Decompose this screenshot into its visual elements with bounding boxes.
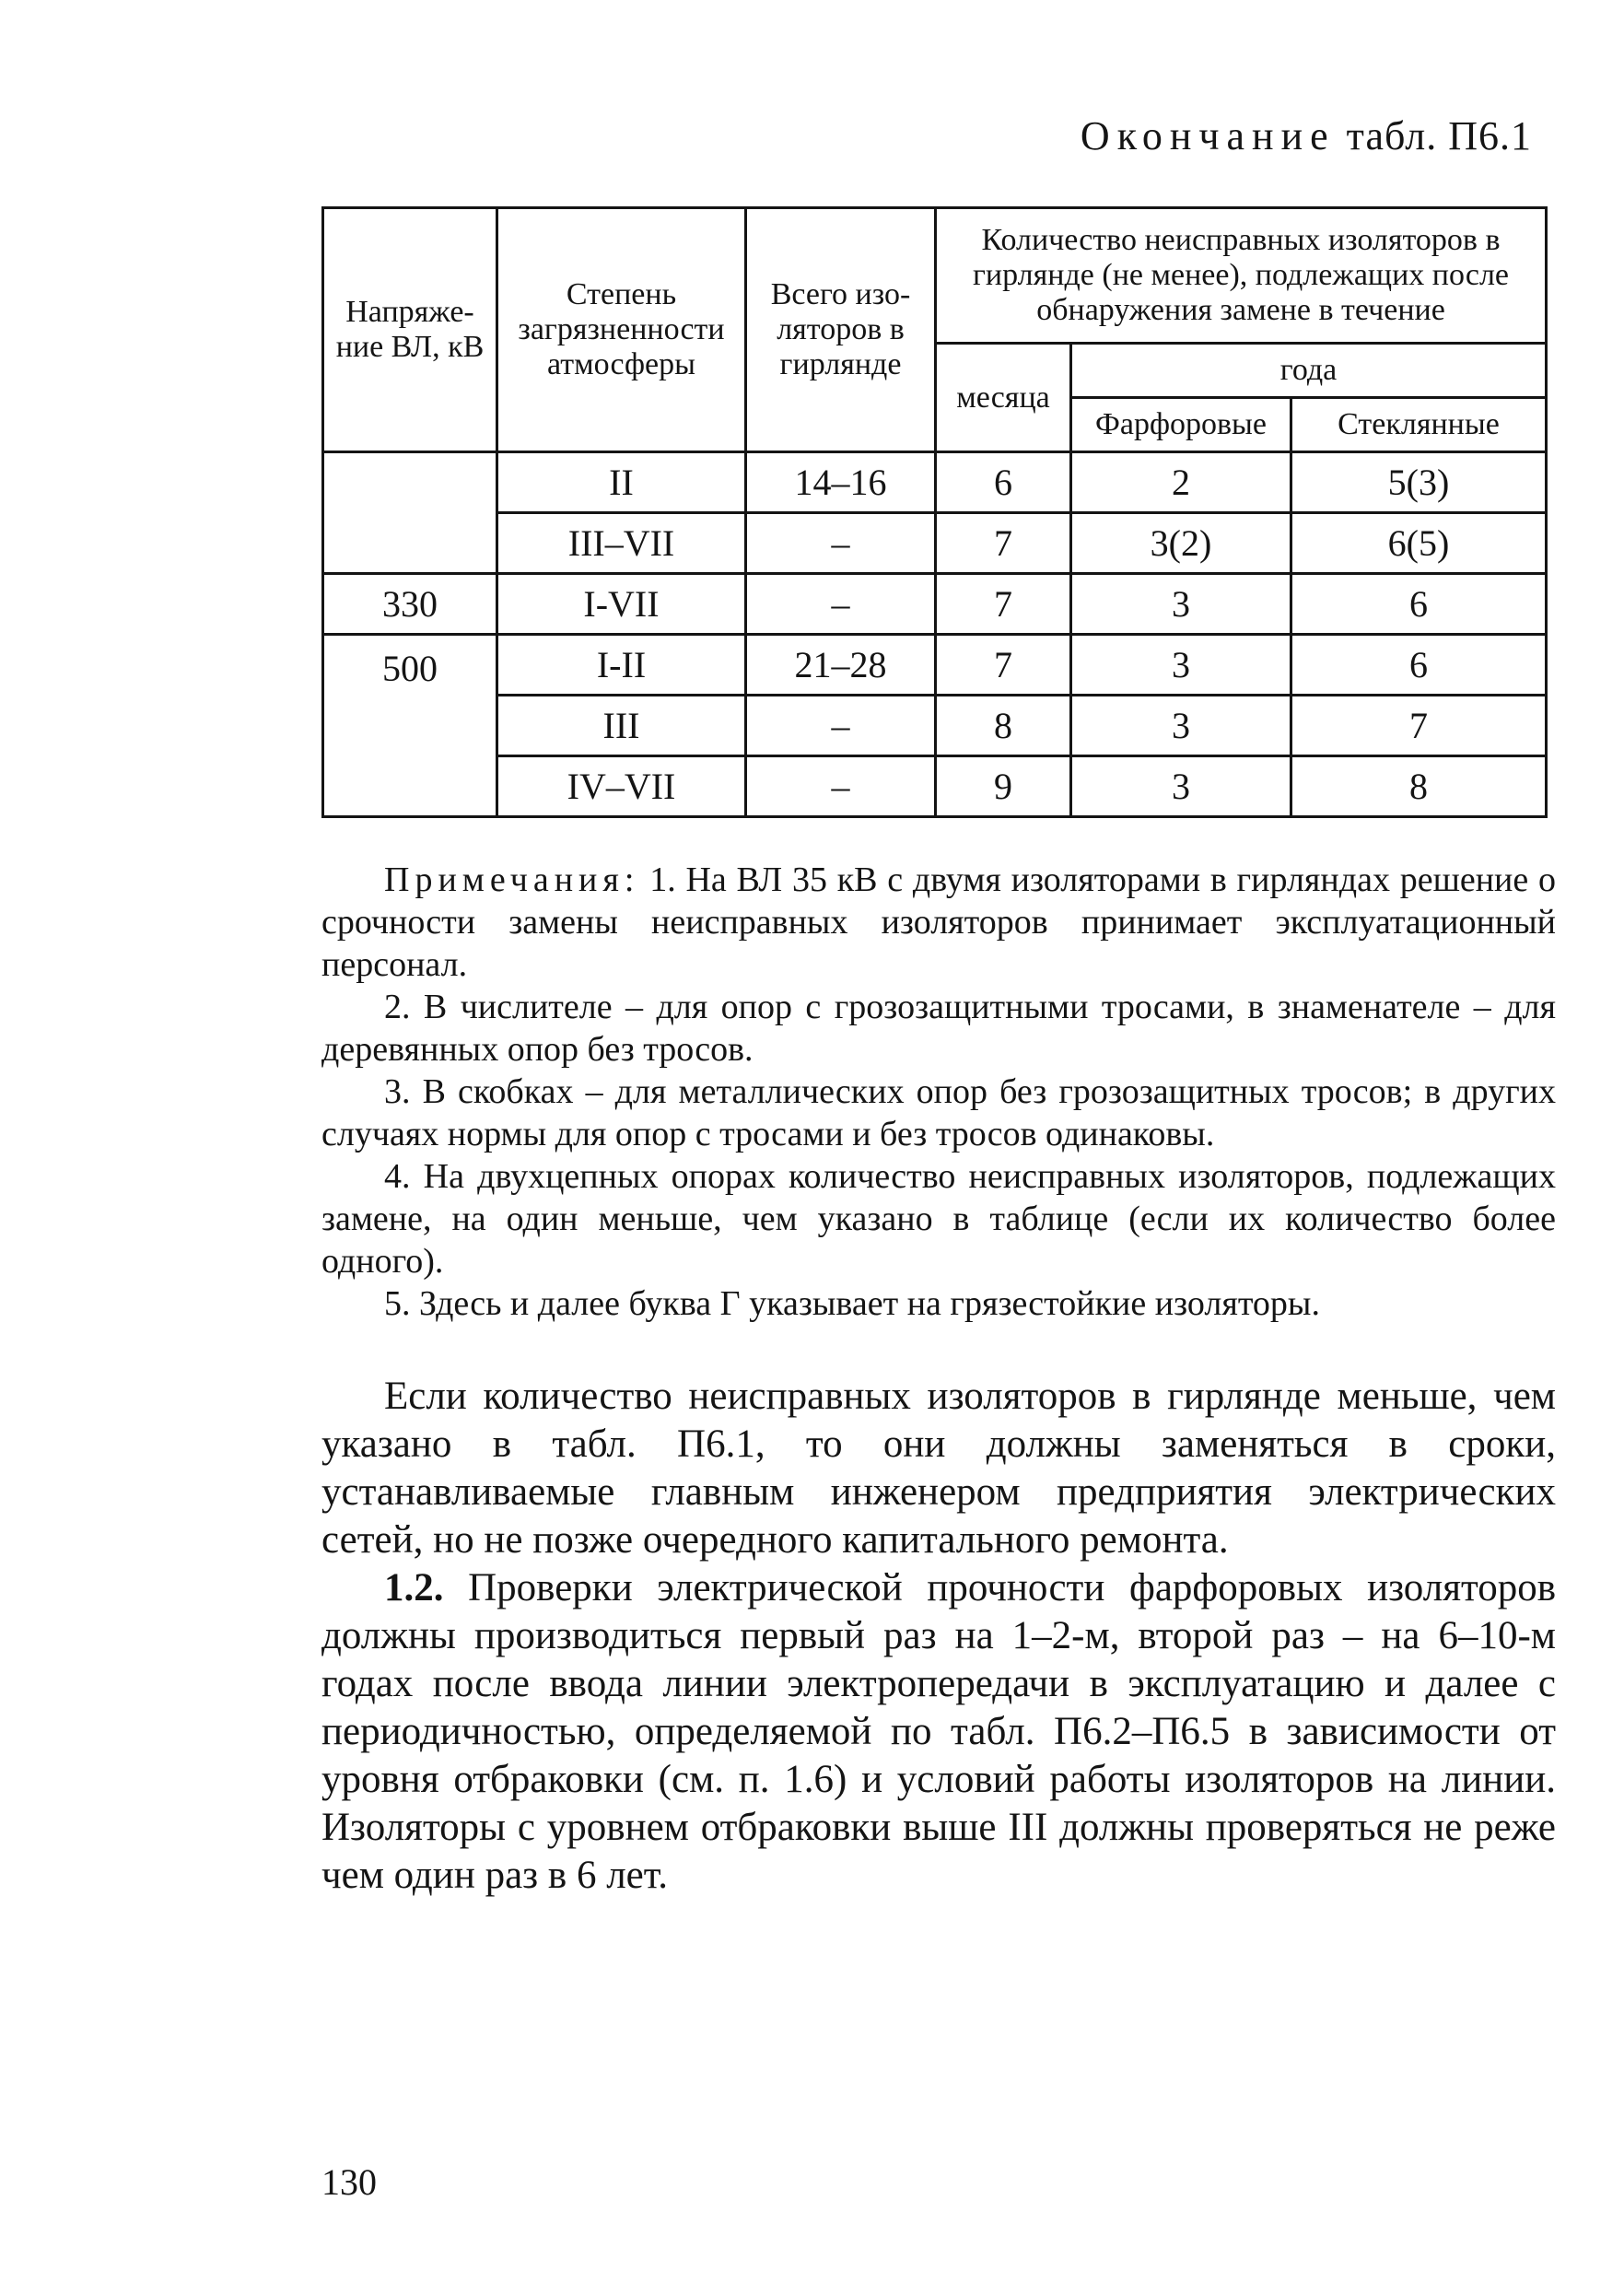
header-quantity: Количество неисправных изоляторов в гирлянде (не менее), подлежащих после обнаружения замене в течение — [936, 208, 1547, 344]
header-porcelain: Фарфоровые — [1071, 398, 1291, 452]
section-number: 1.2. — [384, 1566, 444, 1609]
cell-porcelain: 3(2) — [1071, 513, 1291, 574]
cell-glass: 5(3) — [1291, 452, 1547, 513]
cell-pollution: III–VII — [497, 513, 746, 574]
cell-glass: 6 — [1291, 635, 1547, 696]
cell-voltage: 330 — [323, 574, 497, 635]
notes-heading: Примечания: — [384, 860, 640, 899]
body-text — [321, 1373, 1556, 1900]
cell-porcelain: 2 — [1071, 452, 1291, 513]
cell-total: – — [746, 756, 936, 817]
cell-total: – — [746, 574, 936, 635]
table-row — [323, 756, 1547, 817]
cell-porcelain: 3 — [1071, 635, 1291, 696]
note-1-text: 1. На ВЛ 35 кВ с двумя изоляторами в гирляндах решение о срочности замены неисправных изоляторов принимает эксплуатационный персонал. — [321, 860, 1556, 984]
page-number: 130 — [321, 2161, 377, 2203]
cell-total: 14–16 — [746, 452, 936, 513]
cell-month: 8 — [936, 696, 1071, 756]
note-2: 2. В числителе – для опор с грозозащитными тросами, в знаменателе – для деревянных опор без тросов. — [321, 988, 1556, 1069]
note-3: 3. В скобках – для металлических опор без грозозащитных тросов; в других случаях нормы для опор с тросами и без тросов одинаковы. — [321, 1072, 1556, 1153]
table-row — [323, 513, 1547, 574]
header-pollution: Степень загрязненности атмосферы — [497, 208, 746, 452]
header-total: Всего изо-ляторов в гирлянде — [746, 208, 936, 452]
note-1 — [321, 859, 1556, 986]
body-paragraph-2-text: Проверки электрической прочности фарфоровых изоляторов должны производиться первый раз на 1–2-м, второй раз – на 6–10-м годах после ввода линии электропередачи в эксплуатацию и далее с периодичностью, определяемой по табл. П6.2–П6.5 в зависимости от уровня отбраковки (см. п. 1.6) и условий работы изоляторов на линии. Изоляторы с уровнем отбраковки выше III должны проверяться не реже чем один раз в 6 лет. — [321, 1566, 1557, 1897]
table-caption — [1081, 112, 1532, 159]
cell-porcelain: 3 — [1071, 756, 1291, 817]
cell-total: 21–28 — [746, 635, 936, 696]
cell-total: – — [746, 513, 936, 574]
note-4: 4. На двухцепных опорах количество неисправных изоляторов, подлежащих замене, на один меньше, чем указано в таблице (если их количество более одного). — [321, 1157, 1556, 1281]
cell-pollution: I-II — [497, 635, 746, 696]
cell-porcelain: 3 — [1071, 574, 1291, 635]
cell-month: 7 — [936, 635, 1071, 696]
cell-glass: 6(5) — [1291, 513, 1547, 574]
cell-month: 6 — [936, 452, 1071, 513]
header-glass: Стеклянные — [1291, 398, 1547, 452]
cell-voltage: 500 — [323, 635, 497, 817]
cell-total: – — [746, 696, 936, 756]
table-row — [323, 452, 1547, 513]
cell-pollution: I-VII — [497, 574, 746, 635]
table-row — [323, 574, 1547, 635]
cell-glass: 8 — [1291, 756, 1547, 817]
cell-month: 7 — [936, 513, 1071, 574]
cell-pollution: IV–VII — [497, 756, 746, 817]
caption-continuation: Окончание — [1080, 113, 1336, 158]
cell-month: 7 — [936, 574, 1071, 635]
body-paragraph-1: Если количество неисправных изоляторов в гирлянде меньше, чем указано в табл. П6.1, то они должны заменяться в сроки, устанавливаемые главным инженером предприятия электрических сетей, но не позже очередного капитального ремонта. — [321, 1375, 1556, 1562]
notes-block — [321, 859, 1556, 1325]
cell-glass: 6 — [1291, 574, 1547, 635]
insulator-table — [321, 206, 1548, 818]
header-month: месяца — [936, 344, 1071, 452]
header-voltage: Напряже-ние ВЛ, кВ — [323, 208, 497, 452]
cell-voltage — [323, 452, 497, 574]
cell-pollution: III — [497, 696, 746, 756]
cell-month: 9 — [936, 756, 1071, 817]
note-5: 5. Здесь и далее буква Г указывает на грязестойкие изоляторы. — [384, 1284, 1320, 1323]
header-year: года — [1071, 344, 1547, 398]
table-row — [323, 635, 1547, 696]
cell-pollution: II — [497, 452, 746, 513]
cell-porcelain: 3 — [1071, 696, 1291, 756]
body-paragraph-2 — [321, 1564, 1556, 1900]
cell-glass: 7 — [1291, 696, 1547, 756]
caption-table-ref: табл. П6.1 — [1346, 113, 1532, 158]
table-row — [323, 696, 1547, 756]
